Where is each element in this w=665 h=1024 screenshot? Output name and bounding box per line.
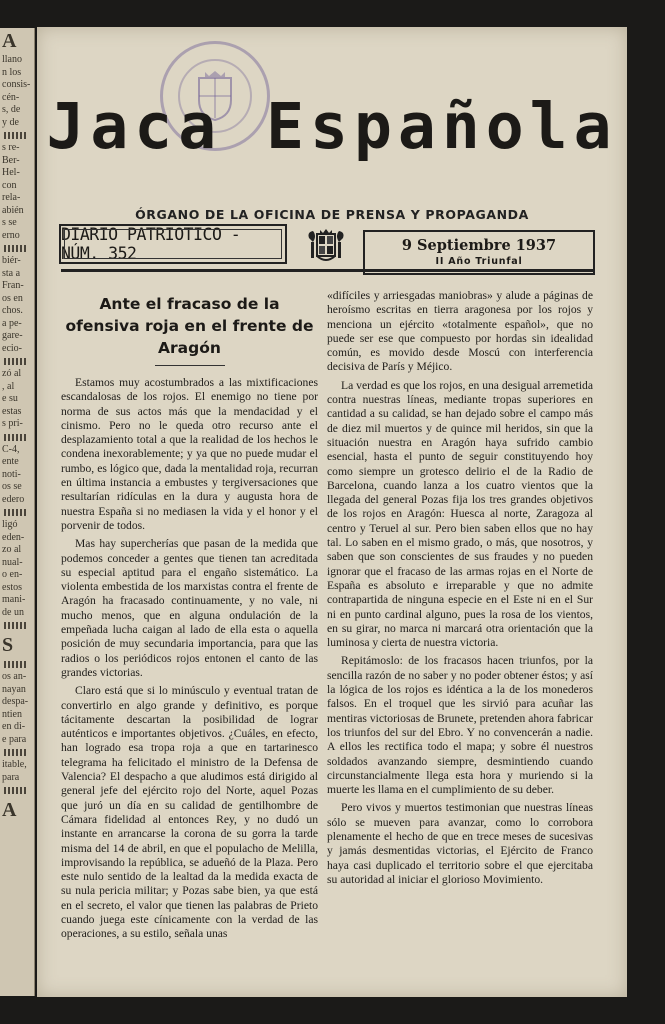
- adjacent-page-fragment: mani-: [2, 594, 26, 605]
- adjacent-page-fragment: Ber-: [2, 154, 20, 166]
- header-divider: [61, 269, 595, 272]
- adjacent-page-fragment: ente: [2, 456, 19, 467]
- left-paragraphs: [61, 376, 318, 942]
- adjacent-page-fragment: noti-: [2, 468, 21, 480]
- adjacent-page-fragment: os en: [2, 292, 23, 304]
- adjacent-page-fragment: C-4,: [2, 443, 20, 455]
- ornament-divider: [4, 358, 28, 365]
- article-paragraph: Claro está que si lo minúsculo y eventual tratan de convertirlo en algo grande y definitivo, es porque tácitamente descartan la posibilidad de lograr auténticos e importantes objetivos. ¿Cuáles, en efecto, han logrado esa tropa roja a que en tartarinesco telegrama ha felicitado el ministro de la Defensa de Valencia? El despacho a que aludimos está dirigido al general jefe del ejército rojo del Norte, aquel Pozas que juró un día en su calidad de gentilhombre de Cámara fidelidad al entonces Rey, y no dudó un instante en arrancarse la corona de su gorra la tarde misma del 14 de abril, en que el populacho de Melilla, improvisando la república, se adueñó de la Plaza. Pero este nulo sentido de la lealtad da la medida exacta de su nula pericia militar; y Pozas sabe bien, ya que está en el secreto, el valor que tienen las palabras de Prieto cuando juega este cínicamente con la verdad de las operaciones, a su estilo, señala unas: [61, 684, 318, 941]
- adjacent-page-fragment: Hel-: [2, 167, 20, 178]
- year-label: II Año Triunfal: [435, 256, 523, 267]
- adjacent-page-fragment: chos.: [2, 305, 23, 316]
- article-paragraph: Mas hay supercherías que pasan de la medida que podemos conceder a gentes que tienen tan acreditada su especial aptitud para el engaño sistemático. La violenta embestida de los marxistas contra el frente de Aragón ha fracasado continuamente, y no vale, ni mucho menos, que en alguna ondulación de la empeñada lucha caigan al lado de ella esta o aquella posición de muy secundaria importancia, para que las radios o los periódicos rojos entonen el canto de las grandes victorias.: [61, 537, 318, 679]
- article-paragraph: «difíciles y arriesgadas maniobras» y alude a páginas de heroísmo escritas en tierra aragonesa por los rojos y menciona un ejército «totalmente español», que no puede ser ese que compuesto por hordas sin idealidad común, es movido desde Moscú con interferencia decisiva de París y Méjico.: [327, 289, 593, 374]
- adjacent-page-fragment: edero: [2, 493, 25, 505]
- article-paragraph: La verdad es que los rojos, en una desigual arremetida contra nuestras líneas, mediante tropas superiores en cantidad a su calidad, se han dejado sobre el campo más de diez mil muertos y de quince mil heridos, sin que la situación nuestra en Aragón haya sufrido cambio esencial, hasta el punto de seguir constituyendo hoy como siempre un grotesco delirio el de la Radio de Barcelona, cuando lanza a los cuatro vientos que la llegada del general Pozas fija los tres grandes objetivos de los rojos en Aragón: Huesca al norte, Zaragoza al centro y Teruel al sur. Pero bien saben ellos que no hay tal. Lo saben en el mismo grado, o más, que nosotros, y saben que son conscientes de sus fraudes y no pueden ignorar que el fracaso de las armas rojas en el Norte de España es absoluto e irreparable y que no admite contrapartida de ninguna especie en el Este ni en el Sur ni en punto cardinal alguno, pues la rosa de los vientos, en su girar, no marca ni marcará otra orientación que la luminosa y cierta de nuestra victoria.: [327, 378, 593, 650]
- adjacent-page-fragment: , al: [2, 380, 15, 392]
- adjacent-page-fragment: ligó: [2, 519, 18, 530]
- ornament-divider: [4, 434, 28, 441]
- adjacent-page-fragment: abién: [2, 204, 24, 216]
- adjacent-page-fragment: os se: [2, 481, 22, 492]
- adjacent-page-fragment: en di-: [2, 721, 26, 732]
- adjacent-page-fragment: S: [2, 634, 14, 656]
- newspaper-page: [37, 27, 627, 997]
- adjacent-page-fragment: de un: [2, 606, 24, 618]
- adjacent-page-fragment: estos: [2, 581, 22, 593]
- adjacent-page-fragment: llano: [2, 54, 22, 65]
- adjacent-page-fragment: nayan: [2, 683, 26, 695]
- ornament-divider: [4, 245, 28, 252]
- adjacent-page-fragment: s se: [2, 217, 17, 228]
- adjacent-page-fragment: itable,: [2, 759, 27, 770]
- article-column-left: [61, 289, 318, 946]
- adjacent-page-fragment: sta a: [2, 267, 21, 279]
- adjacent-page-fragment: biér-: [2, 255, 21, 266]
- adjacent-page-fragment: e para: [2, 733, 27, 745]
- newspaper-title: Jaca Española: [46, 90, 618, 163]
- adjacent-page-fragment: consis-: [2, 79, 31, 90]
- adjacent-page-edge: [0, 28, 35, 996]
- adjacent-page-fragment: s re-: [2, 142, 20, 153]
- adjacent-page-fragment: A: [2, 799, 17, 821]
- article-paragraph: Pero vivos y muertos testimonian que nuestras líneas sólo se mueven para avanzar, como lo corrobora plenamente el hecho de que en trece meses de sucesivas y jamás desmentidas victorias, el Ejército de Franco haya casi duplicado el territorio sobre el que ejercitaba su autoridad al iniciar el glorioso Movimiento.: [327, 801, 593, 886]
- adjacent-page-fragment: o en-: [2, 569, 23, 580]
- adjacent-page-fragment: s, de: [2, 104, 21, 115]
- adjacent-page-fragment: e su: [2, 393, 18, 404]
- adjacent-page-fragment: erno: [2, 229, 20, 241]
- article-column-right: [327, 289, 593, 891]
- adjacent-page-fragment: estas: [2, 405, 22, 417]
- ornament-divider: [4, 509, 28, 516]
- headline-rule: [155, 365, 225, 366]
- newspaper-subtitle: ÓRGANO DE LA OFICINA DE PRENSA Y PROPAGANDA: [135, 207, 529, 222]
- adjacent-page-fragment: para: [2, 771, 20, 783]
- ornament-divider: [4, 132, 28, 139]
- adjacent-page-fragment: zó al: [2, 368, 22, 379]
- issue-date: 9 Septiembre 1937: [401, 237, 557, 254]
- ornament-divider: [4, 787, 28, 794]
- ornament-divider: [4, 749, 28, 756]
- adjacent-page-fragment: Fran-: [2, 280, 24, 291]
- adjacent-page-fragment: y de: [2, 116, 19, 128]
- adjacent-page-fragment: zo al: [2, 544, 22, 555]
- adjacent-page-text: [0, 28, 34, 823]
- article-paragraph: Repitámoslo: de los fracasos hacen triunfos, por la sencilla razón de no saber y no poder obtener éstos; y así la lógica de los rojos es idéntica a la de los monederos falsos. En el troquel que les sirvió para acuñar las mentiras victoriosas de Brunete, pretenden ahora fabricar los triunfos del sur del Ebro. Y no convencerán a nadie. A ellos les rectifica todo el mapa; y sobre él nuestros soldados avanzando siempre, desmintiendo cuando circunstancialmente llega esta hora y muriendo si la muerte les llama en el cumplimiento de su deber.: [327, 654, 593, 797]
- adjacent-page-fragment: con: [2, 179, 17, 191]
- adjacent-page-fragment: s pri-: [2, 418, 23, 429]
- adjacent-page-fragment: gare-: [2, 330, 23, 341]
- article-headline: Ante el fracaso de la ofensiva roja en el frente de Aragón: [65, 295, 314, 357]
- right-paragraphs: [327, 289, 593, 887]
- ornament-divider: [4, 661, 28, 668]
- adjacent-page-fragment: eden-: [2, 531, 25, 543]
- adjacent-page-fragment: nual-: [2, 556, 23, 568]
- ornament-divider: [4, 622, 28, 629]
- adjacent-page-fragment: cén-: [2, 91, 20, 103]
- adjacent-page-fragment: n los: [2, 66, 22, 78]
- issue-box: DIARIO PATRIOTICO - NÚM. 352: [59, 224, 287, 264]
- adjacent-page-fragment: a pe-: [2, 317, 22, 329]
- adjacent-page-fragment: A: [2, 30, 17, 52]
- adjacent-page-fragment: ecio-: [2, 342, 22, 354]
- adjacent-page-fragment: ntien: [2, 708, 22, 720]
- national-crest-icon: [305, 228, 347, 266]
- adjacent-page-fragment: despa-: [2, 696, 29, 707]
- adjacent-page-fragment: rela-: [2, 192, 21, 203]
- adjacent-page-fragment: os an-: [2, 671, 27, 682]
- article-paragraph: Estamos muy acostumbrados a las mixtificaciones escandalosas de los rojos. El enemigo no tiene por norma de sus actos más que la mendacidad y el cinismo. Pero no le queda otro recurso ante el desplazamiento total a que la realidad de los hechos le condena inexorablemente; y ya que no puede mudar el rumbo, es lógico que, dada la mentalidad roja, recurran en última instancia a embustes y tergiversaciones que resultarían ridículas en la dura y augusta hora de nuestra España si no mediasen la vida y el honor y el porvenir de todos.: [61, 376, 318, 532]
